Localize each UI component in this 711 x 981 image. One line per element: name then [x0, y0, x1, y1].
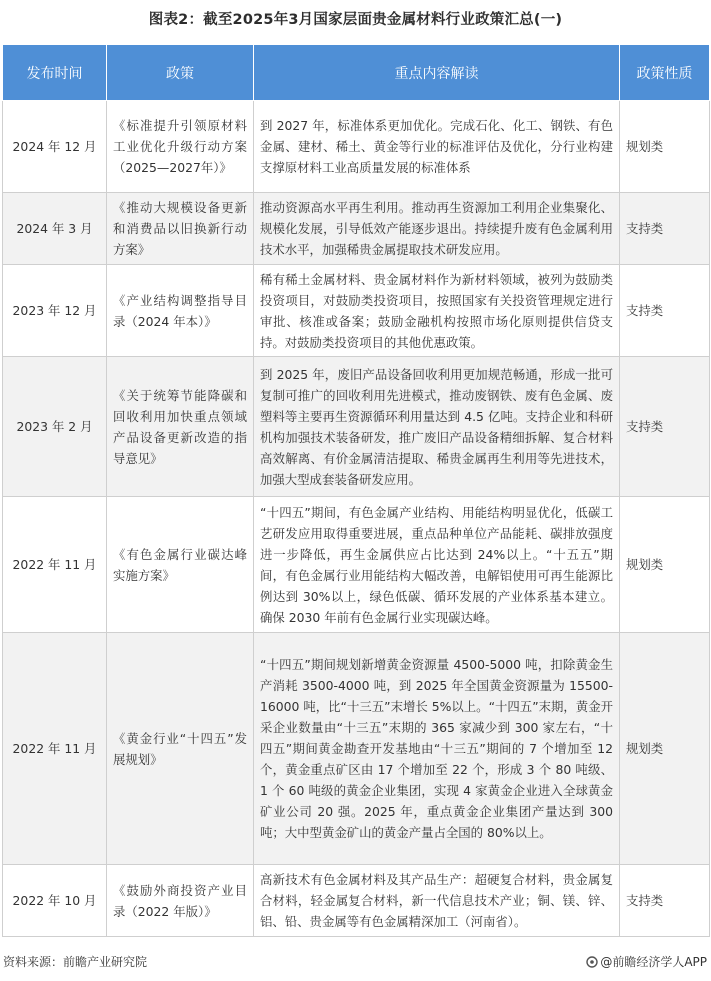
- cell-nature: 规划类: [620, 633, 710, 865]
- brand-text: @前瞻经济学人APP: [600, 955, 707, 969]
- cell-nature: 支持类: [620, 193, 710, 265]
- cell-nature: 支持类: [620, 265, 710, 357]
- table-row: [3, 265, 710, 357]
- cell-policy: 《鼓励外商投资产业目录（2022 年版）》: [107, 865, 254, 937]
- cell-content: “十四五”期间规划新增黄金资源量 4500-5000 吨，扣除黄金生产消耗 3500-4000 吨，到 2025 年全国黄金资源量为 15500-16000 吨，比“十三五”末增长 5%以上。“十四五”末期，黄金开采企业数量由“十三五”末期的 365 家减少到 300 家左右，“十四五”期间黄金勘查开发基地由“十三五”期间的 7 个增加至 12 个，黄金重点矿区由 17 个增加至 22 个，形成 3 个 80 吨级、1 个 60 吨级的黄金企业集团，实现 4 家黄金企业进入全球黄金矿业公司 20 强。2025 年，重点黄金企业集团产量达到 300 吨；大中型黄金矿山的黄金产量占全国的 80%以上。: [254, 633, 620, 865]
- cell-content: 到 2027 年，标准体系更加优化。完成石化、化工、钢铁、有色金属、建材、稀土、黄金等行业的标准评估及优化，分行业构建支撑原材料工业高质量发展的标准体系: [254, 101, 620, 193]
- cell-date: 2022 年 11 月: [3, 633, 107, 865]
- header-policy: 政策: [107, 45, 254, 101]
- table-row: [3, 193, 710, 265]
- cell-content: “十四五”期间，有色金属产业结构、用能结构明显优化，低碳工艺研发应用取得重要进展，重点品种单位产品能耗、碳排放强度进一步降低，再生金属供应占比达到 24%以上。“十五五”期间，有色金属行业用能结构大幅改善，电解铝使用可再生能源比例达到 30%以上，绿色低碳、循环发展的产业体系基本建立。确保 2030 年前有色金属行业实现碳达峰。: [254, 497, 620, 633]
- cell-content: 高新技术有色金属材料及其产品生产：超硬复合材料，贵金属复合材料，轻金属复合材料，新一代信息技术产业；铜、镁、锌、铝、铅、贵金属等有色金属精深加工（河南省）。: [254, 865, 620, 937]
- header-content: 重点内容解读: [254, 45, 620, 101]
- cell-nature: 规划类: [620, 101, 710, 193]
- cell-date: 2022 年 10 月: [3, 865, 107, 937]
- table-header-row: [3, 45, 710, 101]
- table-row: [3, 865, 710, 937]
- cell-policy: 《推动大规模设备更新和消费品以旧换新行动方案》: [107, 193, 254, 265]
- brand-credit: [586, 953, 707, 970]
- cell-policy: 《关于统筹节能降碳和回收利用加快重点领域产品设备更新改造的指导意见》: [107, 357, 254, 497]
- cell-date: 2023 年 2 月: [3, 357, 107, 497]
- table-row: [3, 101, 710, 193]
- cell-nature: 支持类: [620, 357, 710, 497]
- cell-content: 推动资源高水平再生利用。推动再生资源加工利用企业集聚化、规模化发展，引导低效产能逐步退出。持续提升废有色金属利用技术水平，加强稀贵金属提取技术研发应用。: [254, 193, 620, 265]
- page-title: 图表2：截至2025年3月国家层面贵金属材料行业政策汇总(一): [148, 12, 563, 28]
- header-date: 发布时间: [3, 45, 107, 101]
- cell-content: 稀有稀土金属材料、贵金属材料作为新材料领域，被列为鼓励类投资项目，对鼓励类投资项目，按照国家有关投资管理规定进行审批、核准或备案；鼓励金融机构按照市场化原则提供信贷支持。对鼓励类投资项目的其他优惠政策。: [254, 265, 620, 357]
- cell-content: 到 2025 年，废旧产品设备回收利用更加规范畅通，形成一批可复制可推广的回收利用先进模式，推动废钢铁、废有色金属、废塑料等主要再生资源循环利用量达到 4.5 亿吨。支持企业和科研机构加强技术装备研发，推广废旧产品设备精细拆解、复合材料高效解离、有价金属清洁提取、稀贵金属再生利用等先进技术，加强大型成套装备研发应用。: [254, 357, 620, 497]
- cell-date: 2023 年 12 月: [3, 265, 107, 357]
- policy-table: [2, 44, 710, 937]
- table-row: [3, 497, 710, 633]
- cell-date: 2024 年 3 月: [3, 193, 107, 265]
- cell-policy: 《黄金行业“十四五”发展规划》: [107, 633, 254, 865]
- header-nature: 政策性质: [620, 45, 710, 101]
- cell-date: 2024 年 12 月: [3, 101, 107, 193]
- cell-nature: 规划类: [620, 497, 710, 633]
- cell-policy: 《标准提升引领原材料工业优化升级行动方案（2025—2027年）》: [107, 101, 254, 193]
- cell-policy: 《产业结构调整指导目录（2024 年本）》: [107, 265, 254, 357]
- qianzhan-logo-icon: [586, 956, 598, 968]
- cell-date: 2022 年 11 月: [3, 497, 107, 633]
- cell-policy: 《有色金属行业碳达峰实施方案》: [107, 497, 254, 633]
- table-row: [3, 357, 710, 497]
- cell-nature: 支持类: [620, 865, 710, 937]
- table-row: [3, 633, 710, 865]
- source-note: 资料来源：前瞻产业研究院: [3, 955, 148, 969]
